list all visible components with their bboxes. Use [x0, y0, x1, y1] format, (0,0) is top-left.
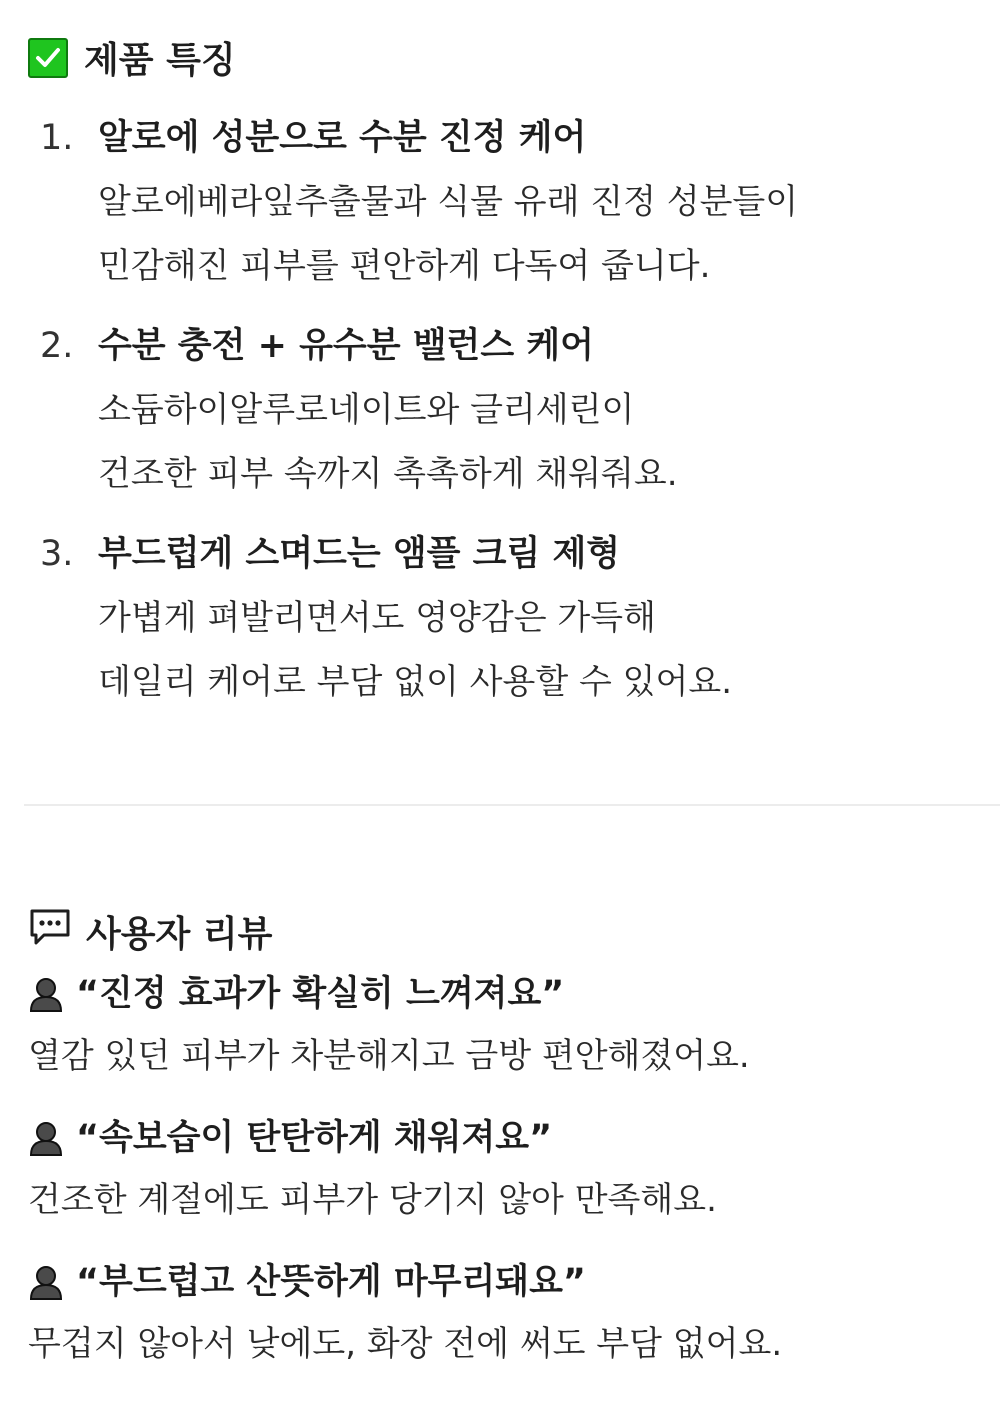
review-title: “속보습이 탄탄하게 채워져요” — [76, 1118, 553, 1158]
feature-description-line: 민감해진 피부를 편안하게 다독여 줍니다. — [98, 246, 711, 286]
feature-item-1 — [40, 116, 980, 298]
person-icon — [28, 1264, 64, 1300]
feature-description-line: 알로에베라잎추출물과 식물 유래 진정 성분들이 — [98, 182, 799, 222]
features-header — [28, 32, 236, 83]
review-item-3 — [28, 1260, 988, 1366]
speech-bubble-icon — [28, 907, 72, 956]
review-body: 무겁지 않아서 낮에도, 화장 전에 써도 부담 없어요. — [28, 1324, 783, 1364]
review-body: 건조한 계절에도 피부가 당기지 않아 만족해요. — [28, 1180, 717, 1220]
feature-description-line: 가볍게 펴발리면서도 영양감은 가득해 — [98, 598, 656, 638]
features-title: 제품 특징 — [84, 40, 236, 81]
feature-title: 부드럽게 스며드는 앰플 크림 제형 — [98, 534, 621, 574]
feature-description-line: 건조한 피부 속까지 촉촉하게 채워줘요. — [98, 454, 678, 494]
check-icon — [28, 38, 68, 78]
feature-title: 수분 충전 + 유수분 밸런스 케어 — [98, 326, 594, 366]
review-item-1 — [28, 972, 988, 1078]
feature-number: 3. — [40, 534, 74, 574]
section-divider — [24, 804, 1000, 806]
person-icon — [28, 1120, 64, 1156]
reviews-title: 사용자 리뷰 — [86, 914, 273, 955]
feature-item-3 — [40, 532, 980, 714]
person-icon — [28, 976, 64, 1012]
feature-number: 2. — [40, 326, 74, 366]
feature-item-2 — [40, 324, 980, 506]
feature-description-line: 소듐하이알루로네이트와 글리세린이 — [98, 390, 635, 430]
review-title: “진정 효과가 확실히 느껴져요” — [76, 974, 565, 1014]
review-item-2 — [28, 1116, 988, 1222]
feature-title: 알로에 성분으로 수분 진정 케어 — [98, 118, 587, 158]
feature-number: 1. — [40, 118, 74, 158]
review-title: “부드럽고 산뜻하게 마무리돼요” — [76, 1262, 586, 1302]
reviews-header — [28, 906, 272, 957]
feature-description-line: 데일리 케어로 부담 없이 사용할 수 있어요. — [98, 662, 732, 702]
review-body: 열감 있던 피부가 차분해지고 금방 편안해졌어요. — [28, 1036, 750, 1076]
